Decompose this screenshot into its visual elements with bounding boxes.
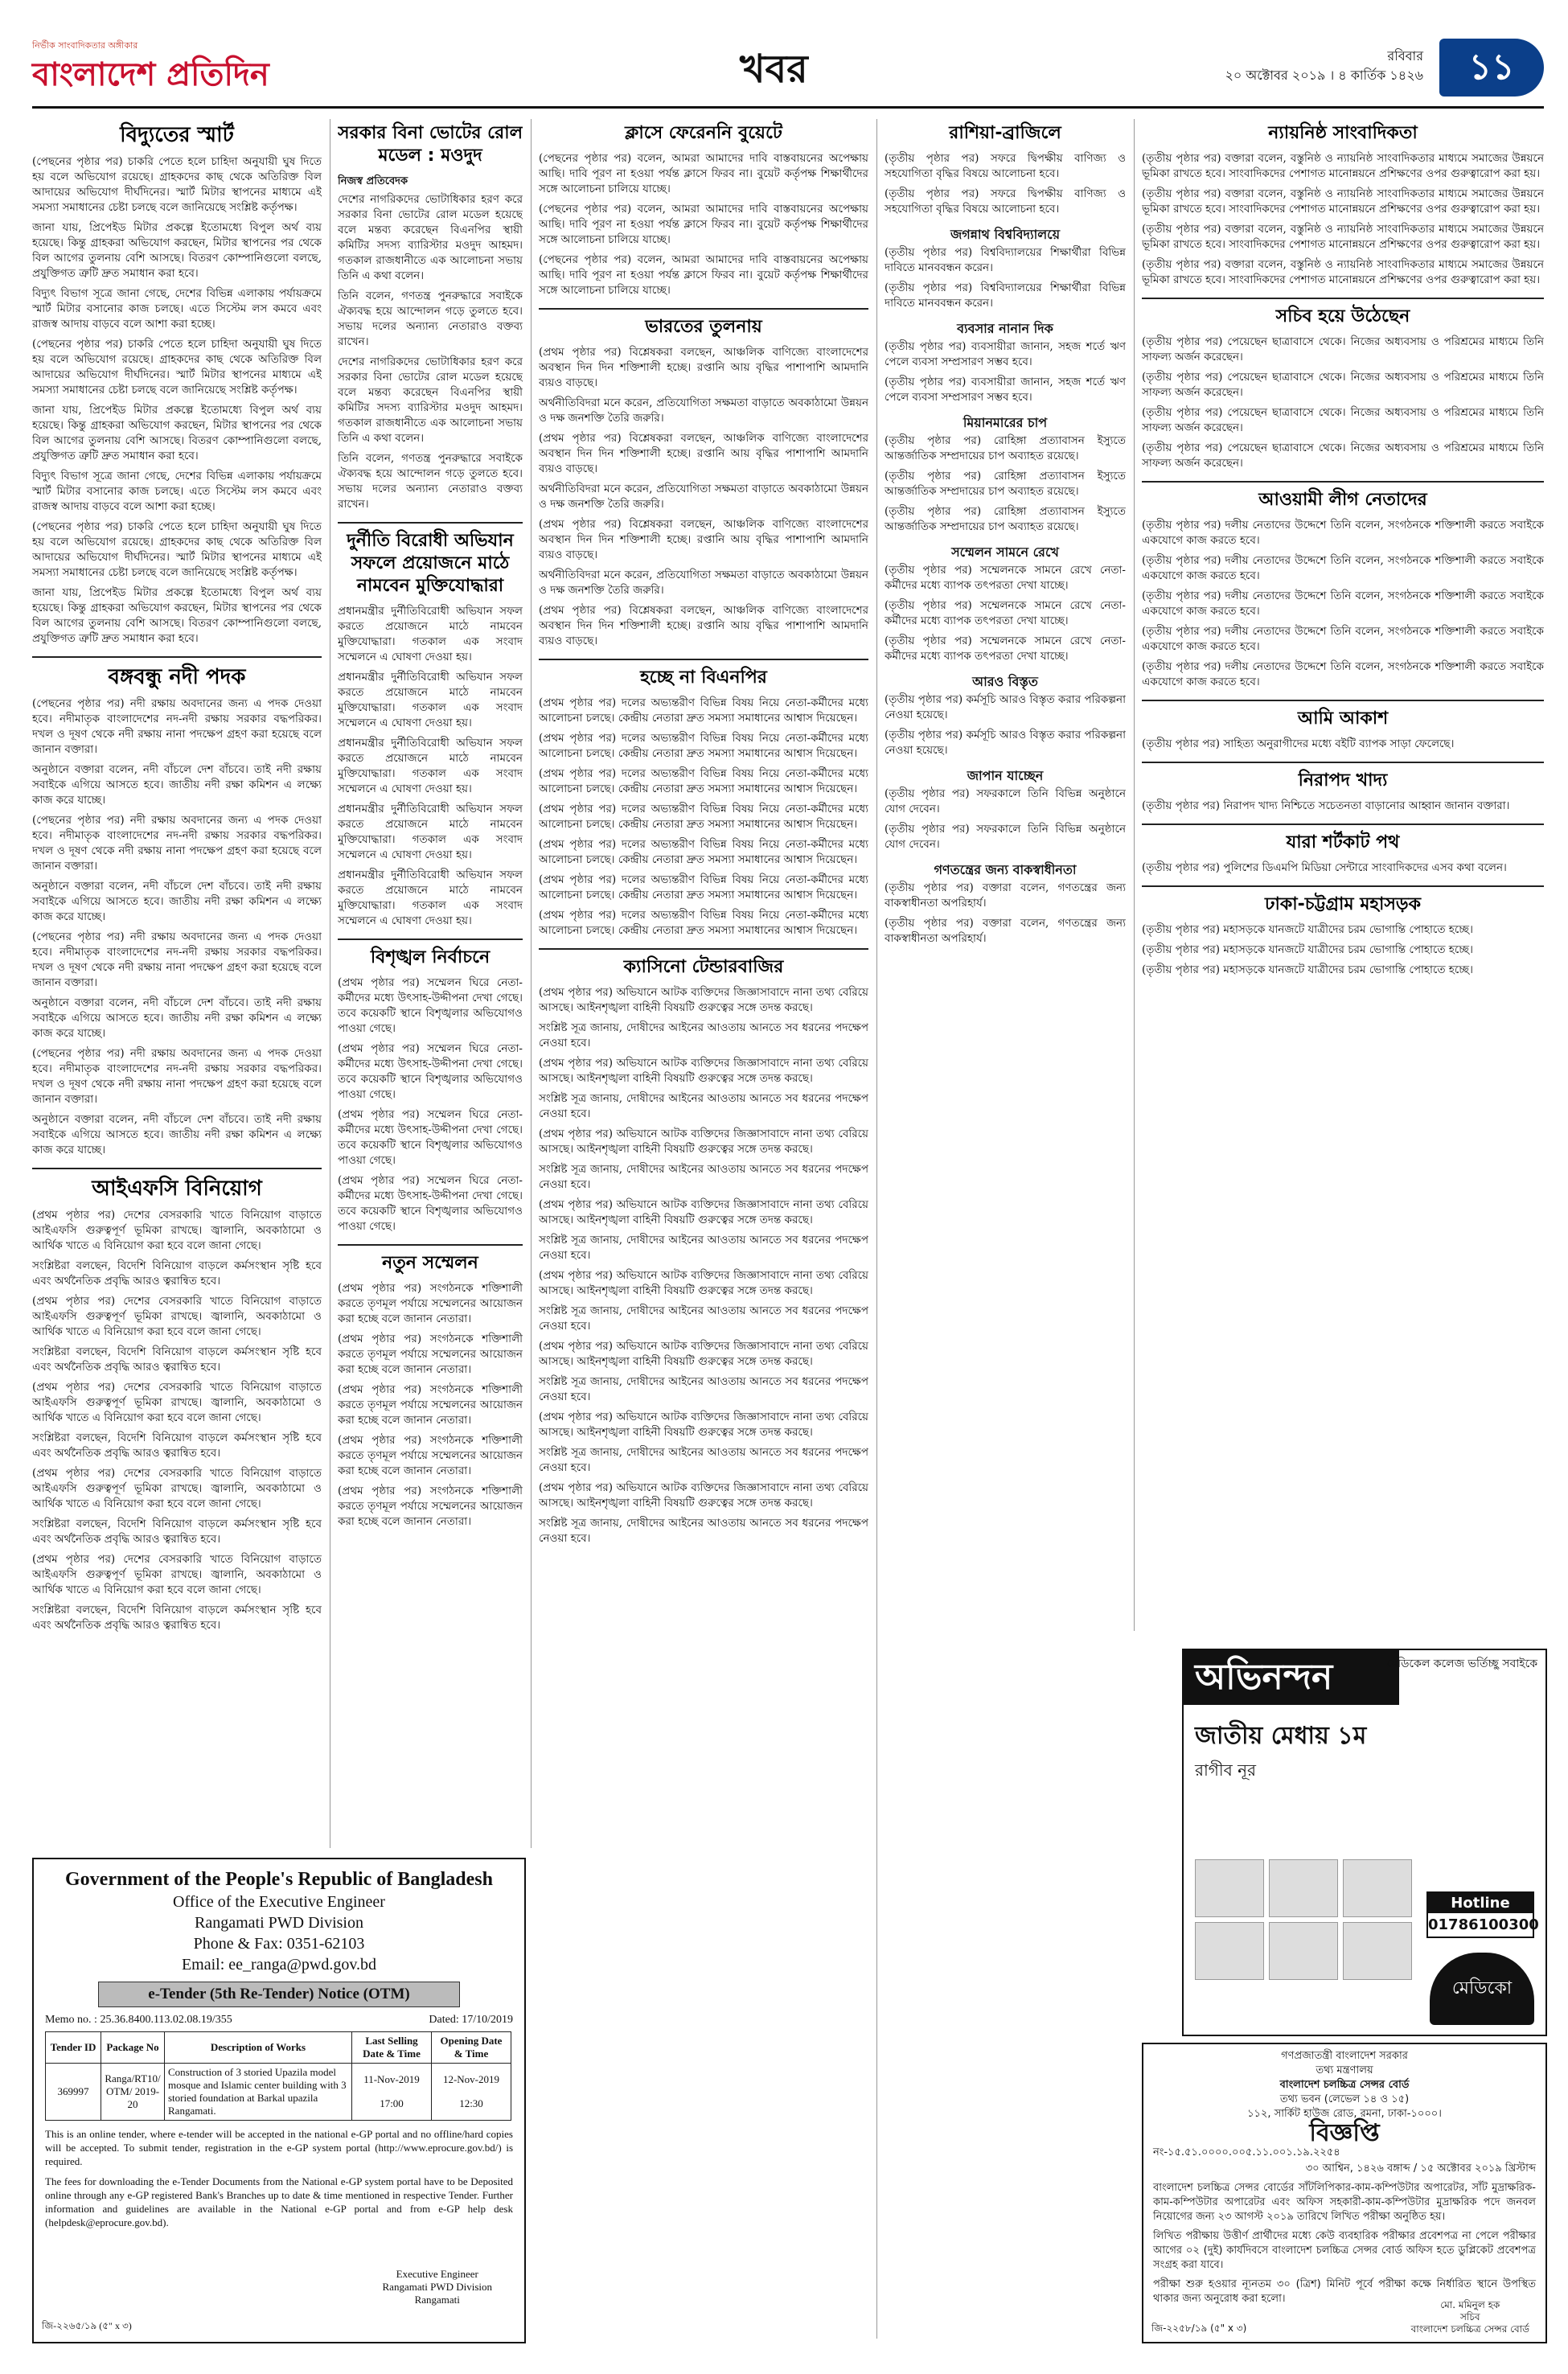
memo-date: Dated: 17/10/2019: [429, 2014, 513, 2026]
story-russia-brazil[interactable]: [885, 122, 1126, 217]
column-header: Package No: [101, 2032, 165, 2064]
paragraph: (প্রথম পৃষ্ঠার পর) দলের অভ্যন্তরীণ বিভিন্ন বিষয় নিয়ে নেতা-কর্মীদের মধ্যে আলোচনা চলছে। কেন্দ্রীয় নেতারা দ্রুত সমস্যা সমাধানের আশ্বাস দিয়েছেন।: [539, 696, 868, 725]
paragraph: (প্রথম পৃষ্ঠার পর) অভিযানে আটক ব্যক্তিদের জিজ্ঞাসাবাদে নানা তথ্য বেরিয়ে আসছে। আইনশৃঙ্খলা বাহিনী বিষয়টি গুরুত্বের সঙ্গে তদন্ত করছে।: [539, 1057, 868, 1085]
paragraph: সংশ্লিষ্টরা বলছেন, বিদেশি বিনিয়োগ বাড়লে কর্মসংস্থান সৃষ্টি হবে এবং অর্থনৈতিক প্রবৃদ্ধি আরও ত্বরান্বিত হবে।: [32, 1431, 322, 1460]
divider: [1142, 298, 1544, 299]
student-photo: [1343, 1859, 1412, 1917]
cell-id: 369997: [46, 2064, 101, 2121]
paragraph: (পেছনের পৃষ্ঠার পর) নদী রক্ষায় অবদানের জন্য এ পদক দেওয়া হবে। নদীমাতৃক বাংলাদেশের নদ-নদী রক্ষায় সরকার বদ্ধপরিকর। দখল ও দূষণ থেকে নদী রক্ষায় নানা পদক্ষেপ গ্রহণ করা হয়েছে বলে জানান বক্তারা।: [32, 930, 322, 989]
ad-title: অভিনন্দন: [1184, 1650, 1399, 1705]
paragraph: সংশ্লিষ্ট সূত্র জানায়, দোষীদের আইনের আওতায় আনতে সব ধরনের পদক্ষেপ নেওয়া হবে।: [539, 1163, 868, 1191]
tender-notice[interactable]: [32, 1858, 526, 2343]
paragraph: সংশ্লিষ্ট সূত্র জানায়, দোষীদের আইনের আওতায় আনতে সব ধরনের পদক্ষেপ নেওয়া হবে।: [539, 1092, 868, 1120]
headline: গণতন্ত্রের জন্য বাকস্বাধীনতা: [934, 862, 1077, 877]
paragraph: (তৃতীয় পৃষ্ঠার পর) কর্মসূচি আরও বিস্তৃত করার পরিকল্পনা নেওয়া হয়েছে।: [885, 729, 1126, 757]
column-2: [338, 119, 523, 1848]
story-jagannath[interactable]: [885, 227, 1126, 311]
paragraph: (তৃতীয় পৃষ্ঠার পর) মহাসড়কে যানজটে যাত্রীদের চরম ভোগান্তি পোহাতে হচ্ছে।: [1142, 943, 1473, 956]
column-5: [1142, 119, 1544, 1631]
dateline: [1225, 47, 1423, 85]
paragraph: (তৃতীয় পৃষ্ঠার পর) সফরে দ্বিপক্ষীয় বাণিজ্য ও সহযোগিতা বৃদ্ধির বিষয়ে আলোচনা হবে।: [885, 152, 1126, 180]
story-ami-akash[interactable]: [1142, 708, 1544, 752]
paragraph: জানা যায়, প্রিপেইড মিটার প্রকল্পে ইতোমধ্যে বিপুল অর্থ ব্যয় হয়েছে। কিন্তু গ্রাহকরা অভিযোগ করছেন, মিটার স্থাপনের পর থেকে বিল আগের তুলনায় বেশি আসছে। বিতরণ কোম্পানিগুলো বলছে, প্রযুক্তিগত ত্রুটি দ্রুত সমাধান করা হবে।: [32, 586, 322, 645]
headline: হচ্ছে না বিএনপির: [640, 667, 767, 688]
headline: আরও বিস্তৃত: [972, 674, 1038, 689]
last-time: 17:00: [380, 2097, 404, 2109]
date-label: ২০ অক্টোবর ২০১৯ । ৪ কার্তিক ১৪২৬: [1225, 68, 1423, 83]
notice-paragraph: পরীক্ষা শুরু হওয়ার ন্যূনতম ৩০ (ত্রিশ) মিনিট পূর্বে পরীক্ষা কক্ষে নির্ধারিত স্থানে উপস্থিত থাকার জন্য অনুরোধ করা হলো।: [1153, 2278, 1536, 2305]
headline: রাশিয়া-ব্রাজিলে: [949, 123, 1061, 143]
photo-grid: [1195, 1859, 1412, 1980]
paragraph: (প্রথম পৃষ্ঠার পর) বিশ্লেষকরা বলছেন, আঞ্চলিক বাণিজ্যে বাংলাদেশের অবস্থান দিন দিন শক্তিশালী হচ্ছে। রপ্তানি আয় বৃদ্ধির পাশাপাশি আমদানি ব্যয়ও বাড়ছে।: [539, 518, 868, 561]
paragraph: (প্রথম পৃষ্ঠার পর) সংগঠনকে শক্তিশালী করতে তৃণমূল পর্যায়ে সম্মেলনের আয়োজন করা হচ্ছে বলে জানান নেতারা।: [338, 1485, 523, 1528]
story-smart-meter[interactable]: [32, 122, 322, 647]
paragraph: (তৃতীয় পৃষ্ঠার পর) নিরাপদ খাদ্য নিশ্চিতে সচেতনতা বাড়ানোর আহ্বান জানান বক্তারা।: [1142, 799, 1510, 812]
paragraph: সংশ্লিষ্টরা বলছেন, বিদেশি বিনিয়োগ বাড়লে কর্মসংস্থান সৃষ্টি হবে এবং অর্থনৈতিক প্রবৃদ্ধি আরও ত্বরান্বিত হবে।: [32, 1345, 322, 1374]
paragraph: (প্রথম পৃষ্ঠার পর) দেশের বেসরকারি খাতে বিনিয়োগ বাড়াতে আইএফসি গুরুত্বপূর্ণ ভূমিকা রাখছে। জ্বালানি, অবকাঠামো ও আর্থিক খাতে এ বিনিয়োগ করা হবে বলে জানা গেছে।: [32, 1553, 322, 1596]
page-number-badge: ১১: [1439, 39, 1544, 97]
paper-name: বাংলাদেশ প্রতিদিন: [32, 55, 269, 93]
paragraph: (তৃতীয় পৃষ্ঠার পর) মহাসড়কে যানজটে যাত্রীদের চরম ভোগান্তি পোহাতে হচ্ছে।: [1142, 963, 1473, 976]
divider: [1142, 824, 1544, 825]
paragraph: (প্রথম পৃষ্ঠার পর) সম্মেলন ঘিরে নেতা-কর্মীদের মধ্যে উৎসাহ-উদ্দীপনা দেখা গেছে। তবে কয়েকটি স্থানে বিশৃঙ্খলার অভিযোগও পাওয়া গেছে।: [338, 1108, 523, 1167]
paragraph: (পেছনের পৃষ্ঠার পর) বলেন, আমরা আমাদের দাবি বাস্তবায়নের অপেক্ষায় আছি। দাবি পূরণ না হওয়া পর্যন্ত ক্লাসে ফিরব না। বুয়েট কর্তৃপক্ষ শিক্ষার্থীদের সঙ্গে আলোচনা চালিয়ে যাচ্ছে।: [539, 203, 868, 246]
headline: আইএফসি বিনিয়োগ: [92, 1177, 262, 1201]
paragraph: অনুষ্ঠানে বক্তারা বলেন, নদী বাঁচলে দেশ বাঁচবে। তাই নদী রক্ষায় সবাইকে এগিয়ে আসতে হবে। জাতীয় নদী রক্ষা কমিশন এ লক্ষ্যে কাজ করে যাচ্ছে।: [32, 1113, 322, 1156]
paragraph: (পেছনের পৃষ্ঠার পর) বলেন, আমরা আমাদের দাবি বাস্তবায়নের অপেক্ষায় আছি। দাবি পূরণ না হওয়া পর্যন্ত ক্লাসে ফিরব না। বুয়েট কর্তৃপক্ষ শিক্ষার্থীদের সঙ্গে আলোচনা চালিয়ে যাচ্ছে।: [539, 253, 868, 297]
paragraph: (তৃতীয় পৃষ্ঠার পর) দলীয় নেতাদের উদ্দেশে তিনি বলেন, সংগঠনকে শক্তিশালী করতে সবাইকে একযোগে কাজ করতে হবে।: [1142, 554, 1544, 582]
paragraph: (প্রথম পৃষ্ঠার পর) অভিযানে আটক ব্যক্তিদের জিজ্ঞাসাবাদে নানা তথ্য বেরিয়ে আসছে। আইনশৃঙ্খলা বাহিনী বিষয়টি গুরুত্বের সঙ্গে তদন্ত করছে।: [539, 1481, 868, 1509]
paragraph: (তৃতীয় পৃষ্ঠার পর) পেয়েছেন ছাত্রাবাসে থেকে। নিজের অধ্যবসায় ও পরিশ্রমের মাধ্যমে তিনি সাফল্য অর্জন করেছেন।: [1142, 406, 1544, 434]
headline: নিরাপদ খাদ্য: [1298, 770, 1388, 791]
column-rule: [876, 119, 877, 2339]
paragraph: প্রধানমন্ত্রীর দুর্নীতিবিরোধী অভিযান সফল করতে প্রয়োজনে মাঠে নামবেন মুক্তিযোদ্ধারা। গতকাল এক সংবাদ সম্মেলনে এ ঘোষণা দেওয়া হয়।: [338, 869, 523, 927]
paragraph: সংশ্লিষ্ট সূত্র জানায়, দোষীদের আইনের আওতায় আনতে সব ধরনের পদক্ষেপ নেওয়া হবে।: [539, 1375, 868, 1403]
divider: [338, 522, 523, 524]
sign-line: Rangamati: [414, 2294, 460, 2306]
headline: জাপান যাচ্ছেন: [967, 768, 1044, 783]
paragraph: (প্রথম পৃষ্ঠার পর) অভিযানে আটক ব্যক্তিদের জিজ্ঞাসাবাদে নানা তথ্য বেরিয়ে আসছে। আইনশৃঙ্খলা বাহিনী বিষয়টি গুরুত্বের সঙ্গে তদন্ত করছে।: [539, 1340, 868, 1368]
student-photo: [1195, 1859, 1264, 1917]
headline: বঙ্গবন্ধু নদী পদক: [108, 665, 246, 689]
notice-line: গণপ্রজাতন্ত্রী বাংলাদেশ সরকার: [1281, 2050, 1408, 2062]
paragraph: প্রধানমন্ত্রীর দুর্নীতিবিরোধী অভিযান সফল করতে প্রয়োজনে মাঠে নামবেন মুক্তিযোদ্ধারা। গতকাল এক সংবাদ সম্মেলনে এ ঘোষণা দেওয়া হয়।: [338, 605, 523, 663]
open-time: 12:30: [459, 2097, 483, 2109]
paragraph: (পেছনের পৃষ্ঠার পর) চাকরি পেতে হলে চাহিদা অনুযায়ী ঘুষ দিতে হয় বলে অভিযোগ রয়েছে। গ্রাহকদের কাছ থেকে অতিরিক্ত বিল আদায়ের অভিযোগ দীর্ঘদিনের। স্মার্ট মিটার স্থাপনের মাধ্যমে এই সমস্যা সমাধানের চেষ্টা চলছে বলে জানিয়েছে সংশ্লিষ্ট কর্তৃপক্ষ।: [32, 155, 322, 214]
brand-logo: মেডিকো: [1430, 1953, 1534, 2025]
sign-line: Executive Engineer: [396, 2268, 478, 2280]
paragraph: (তৃতীয় পৃষ্ঠার পর) বক্তারা বলেন, গণতন্ত্রের জন্য বাকস্বাধীনতা অপরিহার্য।: [885, 917, 1126, 945]
paragraph: দেশের নাগরিকদের ভোটাধিকার হরণ করে সরকার বিনা ভোটের রোল মডেল হয়েছে বলে মন্তব্য করেছেন বিএনপির স্থায়ী কমিটির সদস্য ব্যারিস্টার মওদুদ আহমদ। গতকাল রাজধানীতে এক আলোচনা সভায় তিনি এ কথা বলেন।: [338, 193, 523, 282]
student-photo: [1195, 1922, 1264, 1980]
paragraph: (প্রথম পৃষ্ঠার পর) অভিযানে আটক ব্যক্তিদের জিজ্ঞাসাবাদে নানা তথ্য বেরিয়ে আসছে। আইনশৃঙ্খলা বাহিনী বিষয়টি গুরুত্বের সঙ্গে তদন্ত করছে।: [539, 1411, 868, 1439]
headline: নতুন সম্মেলন: [382, 1253, 478, 1273]
paragraph: প্রধানমন্ত্রীর দুর্নীতিবিরোধী অভিযান সফল করতে প্রয়োজনে মাঠে নামবেন মুক্তিযোদ্ধারা। গতকাল এক সংবাদ সম্মেলনে এ ঘোষণা দেওয়া হয়।: [338, 671, 523, 729]
story-japan[interactable]: [885, 768, 1126, 852]
headline: সরকার বিনা ভোটের রোল মডেল : মওদুদ: [338, 123, 523, 166]
paragraph: (পেছনের পৃষ্ঠার পর) বলেন, আমরা আমাদের দাবি বাস্তবায়নের অপেক্ষায় আছি। দাবি পূরণ না হওয়া পর্যন্ত ক্লাসে ফিরব না। বুয়েট কর্তৃপক্ষ শিক্ষার্থীদের সঙ্গে আলোচনা চালিয়ে যাচ্ছে।: [539, 152, 868, 195]
notice-paragraph: লিখিত পরীক্ষায় উত্তীর্ণ প্রার্থীদের মধ্যে কেউ ব্যবহারিক পরীক্ষার প্রবেশপত্র না পেলে পরীক্ষার আগের ০২ (দুই) কার্যদিবসে বাংলাদেশ চলচ্চিত্র সেন্সর বোর্ড অফিস হতে ডুপ্লিকেট প্রবেশপত্র সংগ্রহ করা যাবে।: [1153, 2230, 1536, 2271]
divider: [338, 939, 523, 940]
notice-paragraph: বাংলাদেশ চলচ্চিত্র সেন্সর বোর্ডের সাঁটলিপিকার-কাম-কম্পিউটার অপারেটর, সাঁট মুদ্রাক্ষরিক-কাম-কম্পিউটার অপারেটর এবং অফিস সহকারী-কাম-কম্পিউটার মুদ্রাক্ষরিক পদে জনবল নিয়োগের জন্য ২৩ আগস্ট ২০১৯ তারিখে লিখিত পরীক্ষা অনুষ্ঠিত হয়।: [1153, 2182, 1536, 2223]
paragraph: সংশ্লিষ্ট সূত্র জানায়, দোষীদের আইনের আওতায় আনতে সব ধরনের পদক্ষেপ নেওয়া হবে।: [539, 1517, 868, 1545]
paragraph: (প্রথম পৃষ্ঠার পর) দলের অভ্যন্তরীণ বিভিন্ন বিষয় নিয়ে নেতা-কর্মীদের মধ্যে আলোচনা চলছে। কেন্দ্রীয় নেতারা দ্রুত সমস্যা সমাধানের আশ্বাস দিয়েছেন।: [539, 838, 868, 866]
paragraph: (প্রথম পৃষ্ঠার পর) দলের অভ্যন্তরীণ বিভিন্ন বিষয় নিয়ে নেতা-কর্মীদের মধ্যে আলোচনা চলছে। কেন্দ্রীয় নেতারা দ্রুত সমস্যা সমাধানের আশ্বাস দিয়েছেন।: [539, 909, 868, 937]
headline: সম্মেলন সামনে রেখে: [951, 544, 1059, 560]
paragraph: (তৃতীয় পৃষ্ঠার পর) বক্তারা বলেন, বস্তুনিষ্ঠ ও ন্যায়নিষ্ঠ সাংবাদিকতার মাধ্যমে সমাজের উন্নয়নে ভূমিকা রাখতে হবে। সাংবাদিকদের পেশাগত মানোন্নয়নে প্রশিক্ষণের ওপর গুরুত্বারোপ করা হয়।: [1142, 258, 1544, 286]
notice-title: বিজ্ঞপ্তি: [1309, 2119, 1380, 2147]
divider: [539, 659, 868, 660]
story-highway[interactable]: [1142, 893, 1544, 978]
paragraph: (তৃতীয় পৃষ্ঠার পর) সম্মেলনকে সামনে রেখে নেতা-কর্মীদের মধ্যে ব্যাপক তৎপরতা দেখা যাচ্ছে।: [885, 564, 1126, 592]
story-shortcut[interactable]: [1142, 832, 1544, 876]
story-ifc[interactable]: [32, 1176, 322, 1633]
divider: [539, 948, 868, 950]
paragraph: অর্থনীতিবিদরা মনে করেন, প্রতিযোগিতা সক্ষমতা বাড়াতে অবকাঠামো উন্নয়ন ও দক্ষ জনশক্তি তৈরি জরুরি।: [539, 396, 868, 425]
paragraph: (প্রথম পৃষ্ঠার পর) দেশের বেসরকারি খাতে বিনিয়োগ বাড়াতে আইএফসি গুরুত্বপূর্ণ ভূমিকা রাখছে। জ্বালানি, অবকাঠামো ও আর্থিক খাতে এ বিনিয়োগ করা হবে বলে জানা গেছে।: [32, 1209, 322, 1252]
tender-phone: Phone & Fax: 0351-62103: [193, 1935, 365, 1953]
paragraph: সংশ্লিষ্ট সূত্র জানায়, দোষীদের আইনের আওতায় আনতে সব ধরনের পদক্ষেপ নেওয়া হবে।: [539, 1446, 868, 1474]
paragraph: (প্রথম পৃষ্ঠার পর) বিশ্লেষকরা বলছেন, আঞ্চলিক বাণিজ্যে বাংলাদেশের অবস্থান দিন দিন শক্তিশালী হচ্ছে। রপ্তানি আয় বৃদ্ধির পাশাপাশি আমদানি ব্যয়ও বাড়ছে।: [539, 432, 868, 475]
story-journalism[interactable]: [1142, 122, 1544, 288]
headline: ক্লাসে ফেরেননি বুয়েটে: [625, 123, 782, 143]
paragraph: (তৃতীয় পৃষ্ঠার পর) দলীয় নেতাদের উদ্দেশে তিনি বলেন, সংগঠনকে শক্তিশালী করতে সবাইকে একযোগে কাজ করতে হবে।: [1142, 625, 1544, 653]
paragraph: (তৃতীয় পৃষ্ঠার পর) রোহিঙ্গা প্রত্যাবাসন ইস্যুতে আন্তর্জাতিক সম্প্রদায়ের চাপ অব্যাহত রয়েছে।: [885, 434, 1126, 462]
paragraph: (প্রথম পৃষ্ঠার পর) অভিযানে আটক ব্যক্তিদের জিজ্ঞাসাবাদে নানা তথ্য বেরিয়ে আসছে। আইনশৃঙ্খলা বাহিনী বিষয়টি গুরুত্বের সঙ্গে তদন্ত করছে।: [539, 1198, 868, 1226]
sign-line: মো. মমিনুল হক: [1440, 2299, 1500, 2310]
paragraph: (তৃতীয় পৃষ্ঠার পর) বক্তারা বলেন, বস্তুনিষ্ঠ ও ন্যায়নিষ্ঠ সাংবাদিকতার মাধ্যমে সমাজের উন্নয়নে ভূমিকা রাখতে হবে। সাংবাদিকদের পেশাগত মানোন্নয়নে প্রশিক্ষণের ওপর গুরুত্বারোপ করা হয়।: [1142, 152, 1544, 180]
story-anti-corruption[interactable]: [338, 530, 523, 929]
story-new-conference[interactable]: [338, 1252, 523, 1530]
day-label: রবিবার: [1387, 48, 1423, 64]
paragraph: (প্রথম পৃষ্ঠার পর) সম্মেলন ঘিরে নেতা-কর্মীদের মধ্যে উৎসাহ-উদ্দীপনা দেখা গেছে। তবে কয়েকটি স্থানে বিশৃঙ্খলার অভিযোগও পাওয়া গেছে।: [338, 976, 523, 1035]
divider: [338, 1244, 523, 1246]
sign-line: বাংলাদেশ চলচ্চিত্র সেন্সর বোর্ড: [1410, 2323, 1529, 2335]
tender-note: The fees for downloading the e-Tender Documents from the National e-GP system portal have to be Deposited online through any e-GP registered Bank's Branches up to date & time mentioned in respective Tender. Further information and guidelines are available in the National e-GP portal and from e-GP help desk (helpdesk@eprocure.gov.bd).: [45, 2175, 513, 2228]
paragraph: (পেছনের পৃষ্ঠার পর) নদী রক্ষায় অবদানের জন্য এ পদক দেওয়া হবে। নদীমাতৃক বাংলাদেশের নদ-নদী রক্ষায় সরকার বদ্ধপরিকর। দখল ও দূষণ থেকে নদী রক্ষায় নানা পদক্ষেপ গ্রহণ করা হয়েছে বলে জানান বক্তারা।: [32, 1047, 322, 1106]
tender-office: Office of the Executive Engineer: [173, 1893, 385, 1911]
ad-subtitle: মেডিকেল কলেজ ভর্তিচ্ছু সবাইকে: [1386, 1657, 1537, 1670]
story-free-speech[interactable]: [885, 862, 1126, 947]
paragraph: (তৃতীয় পৃষ্ঠার পর) দলীয় নেতাদের উদ্দেশে তিনি বলেন, সংগঠনকে শক্তিশালী করতে সবাইকে একযোগে কাজ করতে হবে।: [1142, 519, 1544, 547]
paragraph: (প্রথম পৃষ্ঠার পর) দেশের বেসরকারি খাতে বিনিয়োগ বাড়াতে আইএফসি গুরুত্বপূর্ণ ভূমিকা রাখছে। জ্বালানি, অবকাঠামো ও আর্থিক খাতে এ বিনিয়োগ করা হবে বলে জানা গেছে।: [32, 1295, 322, 1338]
notice-line: ১১২, সার্কিট হাউজ রোড, রমনা, ঢাকা-১০০০।: [1247, 2108, 1442, 2120]
paragraph: সংশ্লিষ্টরা বলছেন, বিদেশি বিনিয়োগ বাড়লে কর্মসংস্থান সৃষ্টি হবে এবং অর্থনৈতিক প্রবৃদ্ধি আরও ত্বরান্বিত হবে।: [32, 1518, 322, 1546]
column-header: Tender ID: [46, 2032, 101, 2064]
paragraph: (প্রথম পৃষ্ঠার পর) সংগঠনকে শক্তিশালী করতে তৃণমূল পর্যায়ে সম্মেলনের আয়োজন করা হচ্ছে বলে জানান নেতারা।: [338, 1333, 523, 1376]
column-rule: [531, 119, 532, 1848]
story-moudud[interactable]: [338, 122, 523, 512]
story-business[interactable]: [885, 321, 1126, 405]
story-buet[interactable]: [539, 122, 868, 298]
headline: আমি আকাশ: [1297, 709, 1389, 729]
paragraph: (পেছনের পৃষ্ঠার পর) চাকরি পেতে হলে চাহিদা অনুযায়ী ঘুষ দিতে হয় বলে অভিযোগ রয়েছে। গ্রাহকদের কাছ থেকে অতিরিক্ত বিল আদায়ের অভিযোগ দীর্ঘদিনের। স্মার্ট মিটার স্থাপনের মাধ্যমে এই সমস্যা সমাধানের চেষ্টা চলছে বলে জানিয়েছে সংশ্লিষ্ট কর্তৃপক্ষ।: [32, 520, 322, 579]
paragraph: বিদ্যুৎ বিভাগ সূত্রে জানা গেছে, দেশের বিভিন্ন এলাকায় পর্যায়ক্রমে স্মার্ট মিটার বসানোর কাজ চলছে। এতে সিস্টেম লস কমবে এবং রাজস্ব আদায় বাড়বে বলে আশা করা হচ্ছে।: [32, 287, 322, 331]
notice-signature: [1411, 2299, 1529, 2335]
headline: ভারতের তুলনায়: [645, 317, 762, 337]
headline: ঢাকা-চট্টগ্রাম মহাসড়ক: [1265, 894, 1421, 914]
divider: [1142, 885, 1544, 887]
story-bnp[interactable]: [539, 667, 868, 939]
paragraph: (প্রথম পৃষ্ঠার পর) বিশ্লেষকরা বলছেন, আঞ্চলিক বাণিজ্যে বাংলাদেশের অবস্থান দিন দিন শক্তিশালী হচ্ছে। রপ্তানি আয় বৃদ্ধির পাশাপাশি আমদানি ব্যয়ও বাড়ছে।: [539, 604, 868, 647]
student-photo: [1343, 1922, 1412, 1980]
paragraph: সংশ্লিষ্টরা বলছেন, বিদেশি বিনিয়োগ বাড়লে কর্মসংস্থান সৃষ্টি হবে এবং অর্থনৈতিক প্রবৃদ্ধি আরও ত্বরান্বিত হবে।: [32, 1259, 322, 1288]
paragraph: (প্রথম পৃষ্ঠার পর) অভিযানে আটক ব্যক্তিদের জিজ্ঞাসাবাদে নানা তথ্য বেরিয়ে আসছে। আইনশৃঙ্খলা বাহিনী বিষয়টি গুরুত্বের সঙ্গে তদন্ত করছে।: [539, 1269, 868, 1297]
paragraph: (তৃতীয় পৃষ্ঠার পর) সম্মেলনকে সামনে রেখে নেতা-কর্মীদের মধ্যে ব্যাপক তৎপরতা দেখা যাচ্ছে।: [885, 599, 1126, 627]
paragraph: (পেছনের পৃষ্ঠার পর) চাকরি পেতে হলে চাহিদা অনুযায়ী ঘুষ দিতে হয় বলে অভিযোগ রয়েছে। গ্রাহকদের কাছ থেকে অতিরিক্ত বিল আদায়ের অভিযোগ দীর্ঘদিনের। স্মার্ট মিটার স্থাপনের মাধ্যমে এই সমস্যা সমাধানের চেষ্টা চলছে বলে জানিয়েছে সংশ্লিষ্ট কর্তৃপক্ষ।: [32, 338, 322, 396]
tender-gov: Government of the People's Republic of Bangladesh: [65, 1869, 493, 1890]
paragraph: (তৃতীয় পৃষ্ঠার পর) সাহিত্য অনুরাগীদের মধ্যে বইটি ব্যাপক সাড়া ফেলেছে।: [1142, 737, 1455, 750]
paragraph: (তৃতীয় পৃষ্ঠার পর) দলীয় নেতাদের উদ্দেশে তিনি বলেন, সংগঠনকে শক্তিশালী করতে সবাইকে একযোগে কাজ করতে হবে।: [1142, 660, 1544, 688]
paragraph: সংশ্লিষ্ট সূত্র জানায়, দোষীদের আইনের আওতায় আনতে সব ধরনের পদক্ষেপ নেওয়া হবে।: [539, 1021, 868, 1049]
brand-logo[interactable]: [32, 32, 298, 105]
paragraph: (তৃতীয় পৃষ্ঠার পর) ব্যবসায়ীরা জানান, সহজ শর্তে ঋণ পেলে ব্যবসা সম্প্রসারণ সম্ভব হবে।: [885, 376, 1126, 404]
cell-package: Ranga/RT10/ OTM/ 2019-20: [101, 2064, 165, 2121]
student-photo: [1269, 1859, 1338, 1917]
story-casino[interactable]: [539, 956, 868, 1546]
tender-division: Rangamati PWD Division: [195, 1914, 363, 1932]
story-awami-league[interactable]: [1142, 489, 1544, 690]
paragraph: (তৃতীয় পৃষ্ঠার পর) বক্তারা বলেন, বস্তুনিষ্ঠ ও ন্যায়নিষ্ঠ সাংবাদিকতার মাধ্যমে সমাজের উন্নয়নে ভূমিকা রাখতে হবে। সাংবাদিকদের পেশাগত মানোন্নয়নে প্রশিক্ষণের ওপর গুরুত্বারোপ করা হয়।: [1142, 187, 1544, 216]
column-header: Last Selling Date & Time: [352, 2032, 432, 2064]
notice-date: ৩০ আশ্বিন, ১৪২৬ বঙ্গাব্দ / ১৫ অক্টোবর ২০১৯ খ্রিস্টাব্দ: [1305, 2162, 1536, 2175]
paragraph: (তৃতীয় পৃষ্ঠার পর) বিশ্ববিদ্যালয়ের শিক্ষার্থীরা বিভিন্ন দাবিতে মানববন্ধন করেন।: [885, 281, 1126, 310]
paragraph: (পেছনের পৃষ্ঠার পর) নদী রক্ষায় অবদানের জন্য এ পদক দেওয়া হবে। নদীমাতৃক বাংলাদেশের নদ-নদী রক্ষায় সরকার বদ্ধপরিকর। দখল ও দূষণ থেকে নদী রক্ষায় নানা পদক্ষেপ গ্রহণ করা হয়েছে বলে জানান বক্তারা।: [32, 814, 322, 873]
paragraph: (প্রথম পৃষ্ঠার পর) অভিযানে আটক ব্যক্তিদের জিজ্ঞাসাবাদে নানা তথ্য বেরিয়ে আসছে। আইনশৃঙ্খলা বাহিনী বিষয়টি গুরুত্বের সঙ্গে তদন্ত করছে।: [539, 1127, 868, 1156]
headline: ক্যাসিনো টেন্ডারবাজির: [623, 957, 784, 977]
notice-line: তথ্য ভবন (লেভেল ১৪ ও ১৫): [1279, 2093, 1410, 2105]
column-header: Description of Works: [165, 2032, 352, 2064]
divider: [1142, 481, 1544, 483]
paragraph: (তৃতীয় পৃষ্ঠার পর) বক্তারা বলেন, গণতন্ত্রের জন্য বাকস্বাধীনতা অপরিহার্য।: [885, 881, 1126, 910]
last-date: 11-Nov-2019: [363, 2073, 420, 2085]
headline: জগন্নাথ বিশ্ববিদ্যালয়ে: [950, 227, 1061, 242]
newspaper-page: [32, 32, 1544, 2348]
paragraph: প্রধানমন্ত্রীর দুর্নীতিবিরোধী অভিযান সফল করতে প্রয়োজনে মাঠে নামবেন মুক্তিযোদ্ধারা। গতকাল এক সংবাদ সম্মেলনে এ ঘোষণা দেওয়া হয়।: [338, 803, 523, 861]
cell-description: Construction of 3 storied Upazila model mosque and Islamic center building with 3 storied foundation at Barkal upazila Rangamati.: [165, 2064, 352, 2121]
column-4: [885, 119, 1126, 2033]
divider: [1142, 762, 1544, 763]
story-election[interactable]: [338, 947, 523, 1234]
paragraph: (প্রথম পৃষ্ঠার পর) সম্মেলন ঘিরে নেতা-কর্মীদের মধ্যে উৎসাহ-উদ্দীপনা দেখা গেছে। তবে কয়েকটি স্থানে বিশৃঙ্খলার অভিযোগও পাওয়া গেছে।: [338, 1174, 523, 1233]
open-date: 12-Nov-2019: [442, 2073, 500, 2085]
paragraph: জানা যায়, প্রিপেইড মিটার প্রকল্পে ইতোমধ্যে বিপুল অর্থ ব্যয় হয়েছে। কিন্তু গ্রাহকরা অভিযোগ করছেন, মিটার স্থাপনের পর থেকে বিল আগের তুলনায় বেশি আসছে। বিতরণ কোম্পানিগুলো বলছে, প্রযুক্তিগত ত্রুটি দ্রুত সমাধান করা হবে।: [32, 404, 322, 462]
student-photo: [1269, 1922, 1338, 1980]
paragraph: (তৃতীয় পৃষ্ঠার পর) পুলিশের ডিএমপি মিডিয়া সেন্টারে সাংবাদিকদের এসব কথা বলেন।: [1142, 861, 1507, 874]
section-title: খবর: [740, 47, 808, 92]
paragraph: (তৃতীয় পৃষ্ঠার পর) পেয়েছেন ছাত্রাবাসে থেকে। নিজের অধ্যবসায় ও পরিশ্রমের মাধ্যমে তিনি সাফল্য অর্জন করেছেন।: [1142, 335, 1544, 363]
paragraph: প্রধানমন্ত্রীর দুর্নীতিবিরোধী অভিযান সফল করতে প্রয়োজনে মাঠে নামবেন মুক্তিযোদ্ধারা। গতকাল এক সংবাদ সম্মেলনে এ ঘোষণা দেওয়া হয়।: [338, 737, 523, 795]
paragraph: (তৃতীয় পৃষ্ঠার পর) সফরকালে তিনি বিভিন্ন অনুষ্ঠানে যোগ দেবেন।: [885, 823, 1126, 851]
paragraph: (প্রথম পৃষ্ঠার পর) সংগঠনকে শক্তিশালী করতে তৃণমূল পর্যায়ে সম্মেলনের আয়োজন করা হচ্ছে বলে জানান নেতারা।: [338, 1383, 523, 1427]
ad-reference: জি-২২৫৮/১৯ (৫" x ৩): [1151, 2323, 1247, 2334]
paragraph: তিনি বলেন, গণতন্ত্র পুনরুদ্ধারে সবাইকে ঐক্যবদ্ধ হয়ে আন্দোলন গড়ে তুলতে হবে। সভায় দলের অন্যান্য নেতারাও বক্তব্য রাখেন।: [338, 290, 523, 348]
headline: ন্যায়নিষ্ঠ সাংবাদিকতা: [1268, 123, 1418, 143]
paragraph: সংশ্লিষ্টরা বলছেন, বিদেশি বিনিয়োগ বাড়লে কর্মসংস্থান সৃষ্টি হবে এবং অর্থনৈতিক প্রবৃদ্ধি আরও ত্বরান্বিত হবে।: [32, 1604, 322, 1632]
paragraph: (প্রথম পৃষ্ঠার পর) সংগঠনকে শক্তিশালী করতে তৃণমূল পর্যায়ে সম্মেলনের আয়োজন করা হচ্ছে বলে জানান নেতারা।: [338, 1282, 523, 1325]
story-conference[interactable]: [885, 544, 1126, 664]
paragraph: (তৃতীয় পৃষ্ঠার পর) রোহিঙ্গা প্রত্যাবাসন ইস্যুতে আন্তর্জাতিক সম্প্রদায়ের চাপ অব্যাহত রয়েছে।: [885, 470, 1126, 498]
paragraph: (তৃতীয় পৃষ্ঠার পর) রোহিঙ্গা প্রত্যাবাসন ইস্যুতে আন্তর্জাতিক সম্প্রদায়ের চাপ অব্যাহত রয়েছে।: [885, 505, 1126, 533]
paragraph: (প্রথম পৃষ্ঠার পর) সংগঠনকে শক্তিশালী করতে তৃণমূল পর্যায়ে সম্মেলনের আয়োজন করা হচ্ছে বলে জানান নেতারা।: [338, 1434, 523, 1477]
column-1: [32, 119, 322, 1848]
cell-last-selling: [352, 2064, 432, 2121]
paragraph: (প্রথম পৃষ্ঠার পর) দলের অভ্যন্তরীণ বিভিন্ন বিষয় নিয়ে নেতা-কর্মীদের মধ্যে আলোচনা চলছে। কেন্দ্রীয় নেতারা দ্রুত সমস্যা সমাধানের আশ্বাস দিয়েছেন।: [539, 873, 868, 902]
divider: [32, 1168, 322, 1169]
notice-line: বাংলাদেশ চলচ্চিত্র সেন্সর বোর্ড: [1279, 2079, 1410, 2091]
divider: [1142, 700, 1544, 701]
paragraph: (তৃতীয় পৃষ্ঠার পর) পেয়েছেন ছাত্রাবাসে থেকে। নিজের অধ্যবসায় ও পরিশ্রমের মাধ্যমে তিনি সাফল্য অর্জন করেছেন।: [1142, 442, 1544, 470]
divider: [32, 656, 322, 658]
paragraph: (প্রথম পৃষ্ঠার পর) দলের অভ্যন্তরীণ বিভিন্ন বিষয় নিয়ে নেতা-কর্মীদের মধ্যে আলোচনা চলছে। কেন্দ্রীয় নেতারা দ্রুত সমস্যা সমাধানের আশ্বাস দিয়েছেন।: [539, 803, 868, 831]
byline: নিজস্ব প্রতিবেদক: [338, 175, 408, 187]
paragraph: সংশ্লিষ্ট সূত্র জানায়, দোষীদের আইনের আওতায় আনতে সব ধরনের পদক্ষেপ নেওয়া হবে।: [539, 1304, 868, 1333]
memo-number: Memo no. : 25.36.8400.113.02.08.19/355: [45, 2014, 232, 2026]
story-river-award[interactable]: [32, 664, 322, 1158]
story-india[interactable]: [539, 316, 868, 649]
headline: ব্যবসার নানান দিক: [957, 321, 1053, 336]
hotline-label: Hotline: [1428, 1893, 1533, 1913]
ad-reference: জি-২২৬৫/১৯ (৫" x ৩): [42, 2320, 132, 2331]
column-header: Opening Date & Time: [432, 2032, 511, 2064]
column-3: [539, 119, 868, 2339]
headline: মিয়ানমারের চাপ: [963, 415, 1048, 430]
hotline-number: 01786100300: [1428, 1916, 1539, 1933]
headline: দুর্নীতি বিরোধী অভিযান সফলে প্রয়োজনে মাঠে নামবেন মুক্তিযোদ্ধারা: [347, 531, 514, 596]
paragraph: (তৃতীয় পৃষ্ঠার পর) বক্তারা বলেন, বস্তুনিষ্ঠ ও ন্যায়নিষ্ঠ সাংবাদিকতার মাধ্যমে সমাজের উন্নয়নে ভূমিকা রাখতে হবে। সাংবাদিকদের পেশাগত মানোন্নয়নে প্রশিক্ষণের ওপর গুরুত্বারোপ করা হয়।: [1142, 223, 1544, 251]
paragraph: (তৃতীয় পৃষ্ঠার পর) কর্মসূচি আরও বিস্তৃত করার পরিকল্পনা নেওয়া হয়েছে।: [885, 693, 1126, 721]
paragraph: (তৃতীয় পৃষ্ঠার পর) দলীয় নেতাদের উদ্দেশে তিনি বলেন, সংগঠনকে শক্তিশালী করতে সবাইকে একযোগে কাজ করতে হবে।: [1142, 589, 1544, 618]
headline: সচিব হয়ে উঠেছেন: [1275, 306, 1410, 327]
paragraph: (তৃতীয় পৃষ্ঠার পর) মহাসড়কে যানজটে যাত্রীদের চরম ভোগান্তি পোহাতে হচ্ছে।: [1142, 923, 1473, 936]
notice-line: তথ্য মন্ত্রণালয়: [1316, 2064, 1373, 2076]
sign-line: সচিব: [1460, 2311, 1480, 2323]
story-secretary[interactable]: [1142, 306, 1544, 471]
notice-ref: নং-১৫.৫১.০০০০.০০৫.১১.০০১.১৯.২২৫৪: [1153, 2146, 1340, 2158]
paragraph: (তৃতীয় পৃষ্ঠার পর) পেয়েছেন ছাত্রাবাসে থেকে। নিজের অধ্যবসায় ও পরিশ্রমের মাধ্যমে তিনি সাফল্য অর্জন করেছেন।: [1142, 371, 1544, 399]
paragraph: অনুষ্ঠানে বক্তারা বলেন, নদী বাঁচলে দেশ বাঁচবে। তাই নদী রক্ষায় সবাইকে এগিয়ে আসতে হবে। জাতীয় নদী রক্ষা কমিশন এ লক্ষ্যে কাজ করে যাচ্ছে।: [32, 996, 322, 1040]
paragraph: (তৃতীয় পৃষ্ঠার পর) সম্মেলনকে সামনে রেখে নেতা-কর্মীদের মধ্যে ব্যাপক তৎপরতা দেখা যাচ্ছে।: [885, 635, 1126, 663]
cell-opening: [432, 2064, 511, 2121]
table-row: [46, 2064, 511, 2121]
ad-rank: জাতীয় মেধায় ১ম: [1195, 1722, 1367, 1750]
paragraph: (প্রথম পৃষ্ঠার পর) দলের অভ্যন্তরীণ বিভিন্ন বিষয় নিয়ে নেতা-কর্মীদের মধ্যে আলোচনা চলছে। কেন্দ্রীয় নেতারা দ্রুত সমস্যা সমাধানের আশ্বাস দিয়েছেন।: [539, 732, 868, 760]
paragraph: অর্থনীতিবিদরা মনে করেন, প্রতিযোগিতা সক্ষমতা বাড়াতে অবকাঠামো উন্নয়ন ও দক্ষ জনশক্তি তৈরি জরুরি।: [539, 483, 868, 511]
divider: [539, 308, 868, 310]
masthead: [32, 32, 1544, 109]
paragraph: সংশ্লিষ্ট সূত্র জানায়, দোষীদের আইনের আওতায় আনতে সব ধরনের পদক্ষেপ নেওয়া হবে।: [539, 1234, 868, 1262]
paragraph: অনুষ্ঠানে বক্তারা বলেন, নদী বাঁচলে দেশ বাঁচবে। তাই নদী রক্ষায় সবাইকে এগিয়ে আসতে হবে। জাতীয় নদী রক্ষা কমিশন এ লক্ষ্যে কাজ করে যাচ্ছে।: [32, 880, 322, 923]
paragraph: (প্রথম পৃষ্ঠার পর) অভিযানে আটক ব্যক্তিদের জিজ্ঞাসাবাদে নানা তথ্য বেরিয়ে আসছে। আইনশৃঙ্খলা বাহিনী বিষয়টি গুরুত্বের সঙ্গে তদন্ত করছে।: [539, 986, 868, 1014]
story-safe-food[interactable]: [1142, 770, 1544, 814]
paragraph: (প্রথম পৃষ্ঠার পর) দেশের বেসরকারি খাতে বিনিয়োগ বাড়াতে আইএফসি গুরুত্বপূর্ণ ভূমিকা রাখছে। জ্বালানি, অবকাঠামো ও আর্থিক খাতে এ বিনিয়োগ করা হবে বলে জানা গেছে।: [32, 1381, 322, 1424]
story-myanmar[interactable]: [885, 415, 1126, 535]
hotline-box[interactable]: [1426, 1891, 1539, 1938]
paragraph: (তৃতীয় পৃষ্ঠার পর) সফরকালে তিনি বিভিন্ন অনুষ্ঠানে যোগ দেবেন।: [885, 787, 1126, 815]
paragraph: অনুষ্ঠানে বক্তারা বলেন, নদী বাঁচলে দেশ বাঁচবে। তাই নদী রক্ষায় সবাইকে এগিয়ে আসতে হবে। জাতীয় নদী রক্ষা কমিশন এ লক্ষ্যে কাজ করে যাচ্ছে।: [32, 763, 322, 807]
paragraph: তিনি বলেন, গণতন্ত্র পুনরুদ্ধারে সবাইকে ঐক্যবদ্ধ হয়ে আন্দোলন গড়ে তুলতে হবে। সভায় দলের অন্যান্য নেতারাও বক্তব্য রাখেন।: [338, 452, 523, 511]
tender-email: Email: ee_ranga@pwd.gov.bd: [181, 1956, 377, 1974]
paragraph: (পেছনের পৃষ্ঠার পর) নদী রক্ষায় অবদানের জন্য এ পদক দেওয়া হবে। নদীমাতৃক বাংলাদেশের নদ-নদী রক্ষায় সরকার বদ্ধপরিকর। দখল ও দূষণ থেকে নদী রক্ষায় নানা পদক্ষেপ গ্রহণ করা হয়েছে বলে জানান বক্তারা।: [32, 697, 322, 756]
story-expansion[interactable]: [885, 674, 1126, 758]
sign-line: Rangamati PWD Division: [382, 2281, 492, 2293]
tender-banner: e-Tender (5th Re-Tender) Notice (OTM): [98, 1982, 460, 2007]
column-rule: [1134, 119, 1135, 1631]
tender-table: [45, 2031, 511, 2121]
ad-person: রাগীব নূর: [1195, 1760, 1257, 1780]
paragraph: জানা যায়, প্রিপেইড মিটার প্রকল্পে ইতোমধ্যে বিপুল অর্থ ব্যয় হয়েছে। কিন্তু গ্রাহকরা অভিযোগ করছেন, মিটার স্থাপনের পর থেকে বিল আগের তুলনায় বেশি আসছে। বিতরণ কোম্পানিগুলো বলছে, প্রযুক্তিগত ত্রুটি দ্রুত সমাধান করা হবে।: [32, 221, 322, 280]
paragraph: (তৃতীয় পৃষ্ঠার পর) ব্যবসায়ীরা জানান, সহজ শর্তে ঋণ পেলে ব্যবসা সম্প্রসারণ সম্ভব হবে।: [885, 340, 1126, 368]
paragraph: (প্রথম পৃষ্ঠার পর) দলের অভ্যন্তরীণ বিভিন্ন বিষয় নিয়ে নেতা-কর্মীদের মধ্যে আলোচনা চলছে। কেন্দ্রীয় নেতারা দ্রুত সমস্যা সমাধানের আশ্বাস দিয়েছেন।: [539, 767, 868, 795]
tagline: নির্ভীক সাংবাদিকতার অঙ্গীকার: [32, 40, 138, 51]
tender-memo-line: [45, 2014, 513, 2027]
tender-signature: [383, 2268, 493, 2306]
paragraph: বিদ্যুৎ বিভাগ সূত্রে জানা গেছে, দেশের বিভিন্ন এলাকায় পর্যায়ক্রমে স্মার্ট মিটার বসানোর কাজ চলছে। এতে সিস্টেম লস কমবে এবং রাজস্ব আদায় বাড়বে বলে আশা করা হচ্ছে।: [32, 470, 322, 513]
paragraph: (তৃতীয় পৃষ্ঠার পর) সফরে দ্বিপক্ষীয় বাণিজ্য ও সহযোগিতা বৃদ্ধির বিষয়ে আলোচনা হবে।: [885, 187, 1126, 216]
paragraph: দেশের নাগরিকদের ভোটাধিকার হরণ করে সরকার বিনা ভোটের রোল মডেল হয়েছে বলে মন্তব্য করেছেন বিএনপির স্থায়ী কমিটির সদস্য ব্যারিস্টার মওদুদ আহমদ। গতকাল রাজধানীতে এক আলোচনা সভায় তিনি এ কথা বলেন।: [338, 355, 523, 445]
headline: আওয়ামী লীগ নেতাদের: [1258, 490, 1427, 510]
coaching-advertisement[interactable]: [1182, 1649, 1547, 2036]
headline: বিশৃঙ্খল নির্বাচনে: [370, 947, 491, 967]
govt-notice[interactable]: [1142, 2043, 1547, 2343]
headline: বিদ্যুতের স্মার্ট: [120, 123, 234, 147]
headline: যারা শর্টকাট পথ: [1286, 832, 1400, 852]
paragraph: (প্রথম পৃষ্ঠার পর) দেশের বেসরকারি খাতে বিনিয়োগ বাড়াতে আইএফসি গুরুত্বপূর্ণ ভূমিকা রাখছে। জ্বালানি, অবকাঠামো ও আর্থিক খাতে এ বিনিয়োগ করা হবে বলে জানা গেছে।: [32, 1467, 322, 1510]
table-header-row: [46, 2032, 511, 2064]
paragraph: অর্থনীতিবিদরা মনে করেন, প্রতিযোগিতা সক্ষমতা বাড়াতে অবকাঠামো উন্নয়ন ও দক্ষ জনশক্তি তৈরি জরুরি।: [539, 569, 868, 597]
tender-note: This is an online tender, where e-tender will be accepted in the national e-GP portal and no offline/hard copies will be accepted. To submit tender, registration in the e-GP system portal (http://www.eprocure.gov.bd/) is required.: [45, 2128, 513, 2167]
paragraph: (প্রথম পৃষ্ঠার পর) বিশ্লেষকরা বলছেন, আঞ্চলিক বাণিজ্যে বাংলাদেশের অবস্থান দিন দিন শক্তিশালী হচ্ছে। রপ্তানি আয় বৃদ্ধির পাশাপাশি আমদানি ব্যয়ও বাড়ছে।: [539, 346, 868, 389]
paragraph: (তৃতীয় পৃষ্ঠার পর) বিশ্ববিদ্যালয়ের শিক্ষার্থীরা বিভিন্ন দাবিতে মানববন্ধন করেন।: [885, 246, 1126, 274]
paragraph: (প্রথম পৃষ্ঠার পর) সম্মেলন ঘিরে নেতা-কর্মীদের মধ্যে উৎসাহ-উদ্দীপনা দেখা গেছে। তবে কয়েকটি স্থানে বিশৃঙ্খলার অভিযোগও পাওয়া গেছে।: [338, 1042, 523, 1101]
